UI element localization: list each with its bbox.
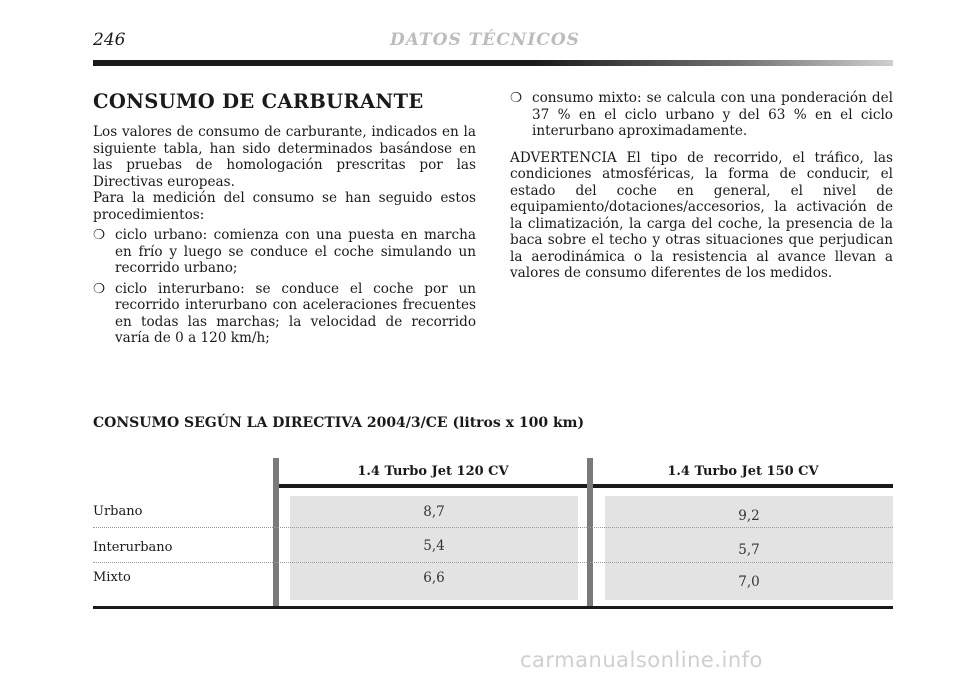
cell-value: 8,7 (423, 504, 445, 520)
section-heading: CONSUMO DE CARBURANTE (93, 90, 424, 113)
right-column (510, 90, 893, 282)
cell-value: 5,4 (423, 538, 445, 554)
row-label: Mixto (93, 570, 131, 585)
header-rule (93, 60, 893, 66)
table-title: CONSUMO SEGÚN LA DIRECTIVA 2004/3/CE (litros x 100 km) (93, 415, 585, 431)
bullet-item (510, 90, 893, 140)
row-label: Urbano (93, 504, 143, 519)
table-bottom-rule (93, 606, 893, 609)
column-header: 1.4 Turbo Jet 150 CV (667, 464, 819, 479)
intro-paragraph-2: Para la medición del consumo se han seguido estos procedimientos: (93, 190, 476, 223)
column-divider (587, 458, 593, 608)
watermark: carmanualsonline.info (520, 648, 763, 672)
bullet-item (93, 227, 476, 277)
bullet-icon: ❍ (93, 227, 106, 243)
left-column (93, 90, 476, 347)
section-title: DATOS TÉCNICOS (390, 30, 580, 50)
header-rule (593, 484, 893, 488)
column-header: 1.4 Turbo Jet 120 CV (357, 464, 509, 479)
cell-value: 7,0 (738, 574, 760, 590)
spacer (510, 140, 893, 150)
header-rule (279, 484, 587, 488)
row-label: Interurbano (93, 540, 173, 555)
bullet-item (93, 281, 476, 347)
consumption-table (93, 458, 893, 618)
warning-paragraph: ADVERTENCIA El tipo de recorrido, el tráfico, las condiciones atmosféricas, la forma de conducir, el estado del coche en general, el nivel de equipamiento/dotaciones/accesorios, la activación de la climatización, la carga del coche, la presencia de la baca sobre el techo y otras situaciones que perjudican la aerodinámica o la resistencia al avance llevan a valores de consumo diferentes de los medidos. (510, 149, 893, 281)
bullet-text: consumo mixto: se calcula con una ponderación del 37 % en el ciclo urbano y del 63 % en el ciclo interurbano aproximadamente. (532, 90, 893, 139)
cell-value: 9,2 (738, 508, 760, 524)
intro-paragraph: Los valores de consumo de carburante, indicados en la siguiente tabla, han sido determinados basándose en las pruebas de homologación prescritas por las Directivas europeas. (93, 124, 476, 190)
column-divider (273, 458, 279, 608)
bullet-icon: ❍ (510, 90, 523, 106)
row-divider (93, 562, 893, 563)
row-divider (93, 527, 893, 528)
cell-value: 6,6 (423, 570, 445, 586)
page-number: 246 (93, 30, 126, 50)
bullet-text: ciclo interurbano: se conduce el coche por un recorrido interurbano con aceleraciones frecuentes en todas las marchas; la velocidad de recorrido varía de 0 a 120 km/h; (115, 280, 476, 346)
bullet-icon: ❍ (93, 280, 106, 297)
cell-value: 5,7 (738, 542, 760, 558)
bullet-text: ciclo urbano: comienza con una puesta en marcha en frío y luego se conduce el coche simulando un recorrido urbano; (115, 227, 476, 276)
